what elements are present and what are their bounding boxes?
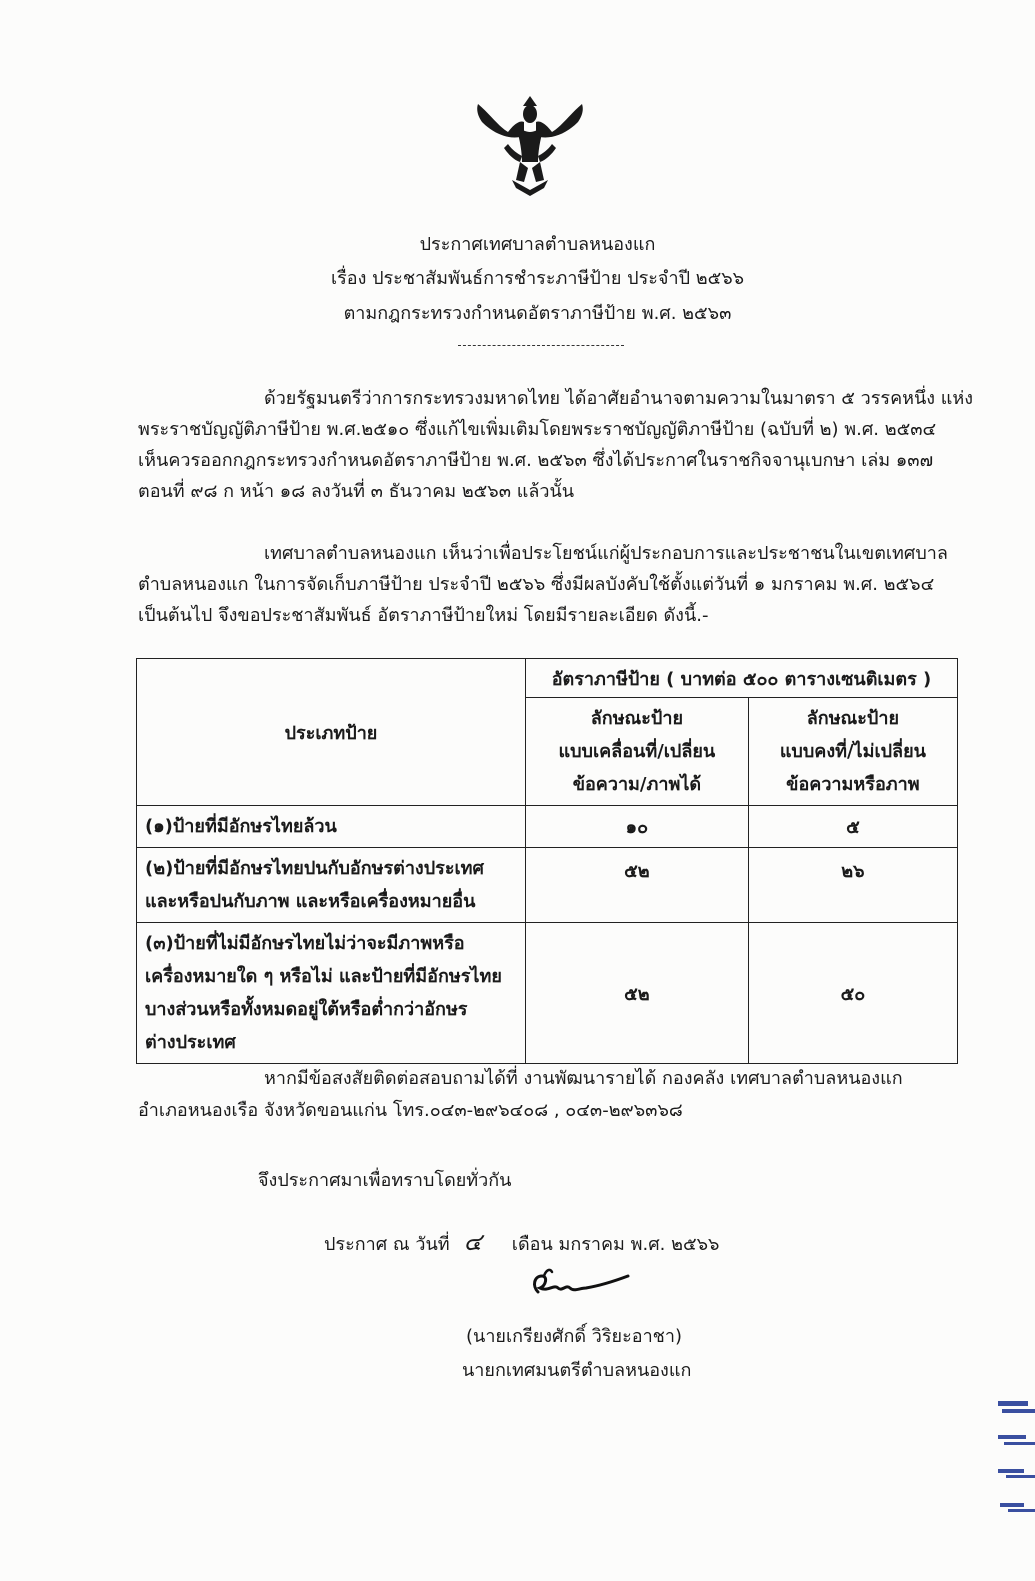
fixed-rate-cell: ๕๐ [748,923,957,1064]
intro-p1-line-2: พระราชบัญญัติภาษีป้าย พ.ศ.๒๕๑๐ ซึ่งแก้ไขเพิ่มเติมโดยพระราชบัญญัติภาษีป้าย (ฉบับที่ ๒) พ.ศ. ๒๕๓๔ [138,419,937,440]
closing-statement: จึงประกาศมาเพื่อทราบโดยทั่วกัน [258,1170,512,1191]
intro-p2-line-1: เทศบาลตำบลหนองแก เห็นว่าเพื่อประโยชน์แก่ผู้ประกอบการและประชาชนในเขตเทศบาล [264,543,948,564]
intro-p2-line-2: ตำบลหนองแก ในการจัดเก็บภาษีป้าย ประจำปี ๒๕๖๖ ซึ่งมีผลบังคับใช้ตั้งแต่วันที่ ๑ มกราคม พ.ศ. ๒๕๖๔ [138,574,935,595]
sign-type-cell [137,848,526,923]
fixed-rate-cell: ๒๖ [748,848,957,923]
sign-type-line: และหรือปนกับภาพ และหรือเครื่องหมายอื่น [145,891,476,912]
table-row [137,848,958,923]
contact-line-1: หากมีข้อสงสัยติดต่อสอบถามได้ที่ งานพัฒนารายได้ กองคลัง เทศบาลตำบลหนองแก [264,1068,903,1089]
intro-p1-line-1: ด้วยรัฐมนตรีว่าการกระทรวงมหาดไทย ได้อาศัยอำนาจตามความในมาตรา ๕ วรรคหนึ่ง แห่ง [264,388,974,409]
page-edge-marks [996,1395,1035,1525]
signatory-name: (นายเกรียงศักดิ์ วิริยะอาชา) [466,1326,683,1347]
announcement-title: ประกาศเทศบาลตำบลหนองแก [419,234,656,255]
fixed-rate-cell: ๕ [748,806,957,848]
contact-line-2: อำเภอหนองเรือ จังหวัดขอนแก่น โทร.๐๔๓-๒๙๖๔๐๘ , ๐๔๓-๒๙๖๓๖๘ [138,1100,683,1121]
fixed-sign-header-line: ข้อความหรือภาพ [786,774,920,795]
signatory-position: นายกเทศมนตรีตำบลหนองแก [462,1360,692,1381]
sign-type-line: (๑)ป้ายที่มีอักษรไทยล้วน [145,816,337,837]
sign-type-line: ต่างประเทศ [145,1032,236,1053]
sign-type-line: เครื่องหมายใด ๆ หรือไม่ และป้ายที่มีอักษรไทย [145,966,502,987]
fixed-sign-header-line: ลักษณะป้าย [806,708,900,729]
moving-sign-header-line: ข้อความ/ภาพได้ [572,774,702,795]
moving-rate-cell: ๕๒ [526,848,749,923]
date-suffix: เดือน มกราคม พ.ศ. ๒๕๖๖ [511,1234,720,1255]
garuda-emblem-icon [468,96,592,196]
announcement-basis: ตามกฎกระทรวงกำหนดอัตราภาษีป้าย พ.ศ. ๒๕๖๓ [343,303,732,324]
moving-sign-header [526,698,749,806]
intro-p1-line-3: เห็นควรออกกฎกระทรวงกำหนดอัตราภาษีป้าย พ.ศ. ๒๕๖๓ ซึ่งได้ประกาศในราชกิจจานุเบกษา เล่ม ๑๓๗ [138,450,934,471]
sign-type-line: บางส่วนหรือทั้งหมดอยู่ใต้หรือต่ำกว่าอักษร [145,999,468,1020]
moving-sign-header-line: ลักษณะป้าย [590,708,684,729]
announcement-subject: เรื่อง ประชาสัมพันธ์การชำระภาษีป้าย ประจำปี ๒๕๖๖ [330,268,745,289]
moving-rate-cell: ๕๒ [526,923,749,1064]
date-day: ๔ [463,1228,482,1256]
fixed-sign-header [748,698,957,806]
moving-rate-cell: ๑๐ [526,806,749,848]
header-divider [458,345,624,346]
sign-type-header: ประเภทป้าย [137,659,526,806]
moving-sign-header-line: แบบเคลื่อนที่/เปลี่ยน [558,741,716,762]
signature-icon [524,1262,634,1306]
sign-type-cell [137,923,526,1064]
intro-p2-line-3: เป็นต้นไป จึงขอประชาสัมพันธ์ อัตราภาษีป้ายใหม่ โดยมีรายละเอียด ดังนี้.- [138,605,709,626]
sign-type-line: (๒)ป้ายที่มีอักษรไทยปนกับอักษรต่างประเทศ [145,858,484,879]
rate-header: อัตราภาษีป้าย ( บาทต่อ ๕๐๐ ตารางเซนติเมตร ) [526,659,958,698]
date-prefix: ประกาศ ณ วันที่ [324,1234,450,1255]
sign-type-line: (๓)ป้ายที่ไม่มีอักษรไทยไม่ว่าจะมีภาพหรือ [145,933,465,954]
announcement-date [324,1222,719,1261]
sign-tax-rate-table [136,658,958,1064]
sign-type-cell [137,806,526,848]
table-header-row [137,659,958,698]
table-row [137,806,958,848]
intro-p1-line-4: ตอนที่ ๙๘ ก หน้า ๑๘ ลงวันที่ ๓ ธันวาคม ๒๕๖๓ แล้วนั้น [138,481,575,502]
table-row [137,923,958,1064]
fixed-sign-header-line: แบบคงที่/ไม่เปลี่ยน [779,741,926,762]
